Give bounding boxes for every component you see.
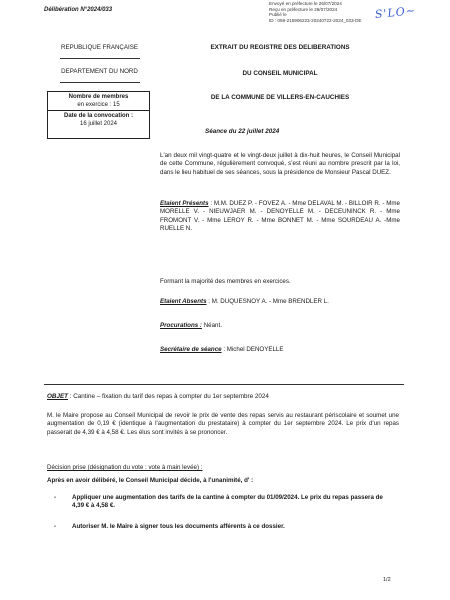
stamp-line: Publié le <box>269 12 287 18</box>
bullet-dash: - <box>54 523 57 530</box>
proposal-paragraph: M. le Maire propose au Conseil Municipal de revoir le prix de vente des repas servis au restaurant périscolaire et soumet une augmentation de 0,19 € (identique à l'augmentation du prestataire) à compter du 1er septembre 2024. Le prix d'un repas passerait de 4,39 € à 4,58 €. Les élus sont invités à se prononcer. <box>47 412 399 436</box>
stamp-line: Reçu en préfecture le 26/07/2024 <box>269 6 338 12</box>
resolution-intro: Après en avoir délibéré, le Conseil Municipal décide, à l'unanimité, d' : <box>47 477 254 484</box>
procurations-text: Néant. <box>203 322 222 329</box>
secretary-label: Secrétaire de séance <box>160 346 222 353</box>
secretary-text: : Michel DENOYELLE <box>223 346 284 353</box>
info-box <box>47 91 150 139</box>
commune-title: DE LA COMMUNE DE VILLERS-EN-CAUCHIES <box>210 94 350 101</box>
stamp-line: Envoyé en préfecture le 26/07/2024 <box>269 1 342 6</box>
convocation-value: 16 juillet 2024 <box>79 121 118 128</box>
procurations-label: Procurations : <box>160 322 202 329</box>
absents-paragraph <box>160 298 400 306</box>
department-label: DEPARTEMENT DU NORD <box>61 68 138 75</box>
bullet-dash: - <box>54 494 57 501</box>
presents-paragraph <box>160 200 400 233</box>
resolution-item: - Appliquer une augmentation des tarifs de la cantine à compter du 01/09/2024. Le prix du repas passera de 4,39 € à 4,58 €. <box>54 494 383 510</box>
absents-label: Etaient Absents <box>160 298 207 305</box>
decision-heading: Décision prise (désignation du vote : vote à main levée) : <box>47 464 203 471</box>
convocation-row <box>48 111 149 129</box>
handwritten-signature: S'LO~ <box>374 3 417 22</box>
secretary-paragraph <box>160 346 400 354</box>
intro-paragraph: L'an deux mil vingt-quatre et le vingt-deux juillet à dix-huit heures, le Conseil Municipal de cette Commune, régulièrement convoqué, s'est réuni au nombre prescrit par la loi, dans le lieu habituel de ses séances, sous la présidence de Monsieur Pascal DUEZ. <box>160 152 400 176</box>
objet-label: OBJET <box>47 393 68 400</box>
objet-text: : Cantine – fixation du tarif des repas à compter du 1er septembre 2024 <box>69 393 269 400</box>
majority-text: Formant la majorité des membres en exercices. <box>160 278 291 285</box>
objet-line <box>47 393 269 402</box>
presents-text: : M.M. DUEZ P. - FOVEZ A. - Mme DELAVAL M. - BILLOIR R. - Mme MORELLE V. - NIEUWJAER M. - DENOYELLE M. - DECEUNINCK R. - Mme FROMONT V. - Mme LEROY R. - Mme BONNET M. - Mme SOURDEAU A. -Mme RUELLE N. <box>160 200 400 233</box>
divider <box>44 384 404 385</box>
divider <box>60 82 140 83</box>
page-number: 1/2 <box>383 577 391 583</box>
stamp-line: ID : 059-215906223-20240722-2024_033-DE <box>269 18 362 24</box>
procurations-paragraph <box>160 322 400 330</box>
members-row <box>48 92 149 111</box>
presents-label: Etaient Présents <box>160 200 209 207</box>
convocation-label: Date de la convocation : <box>63 113 133 120</box>
absents-text: : M. DUQUESNOY A. - Mme BRENDLER L. <box>208 298 329 305</box>
republic-label: REPUBLIQUE FRANÇAISE <box>60 44 139 51</box>
deliberation-number: Délibération N°2024/033 <box>44 7 113 13</box>
members-label: Nombre de membres <box>68 94 129 100</box>
members-value: en exercice : 15 <box>77 102 120 109</box>
council-title: DU CONSEIL MUNICIPAL <box>242 70 318 77</box>
divider <box>60 58 140 59</box>
resolution-item: - Autoriser M. le Maire à signer tous les documents afférents à ce dossier. <box>54 523 285 530</box>
prefecture-stamp <box>266 0 450 35</box>
register-title: EXTRAIT DU REGISTRE DES DELIBERATIONS <box>210 44 350 51</box>
seance-date: Séance du 22 juillet 2024 <box>205 128 280 135</box>
